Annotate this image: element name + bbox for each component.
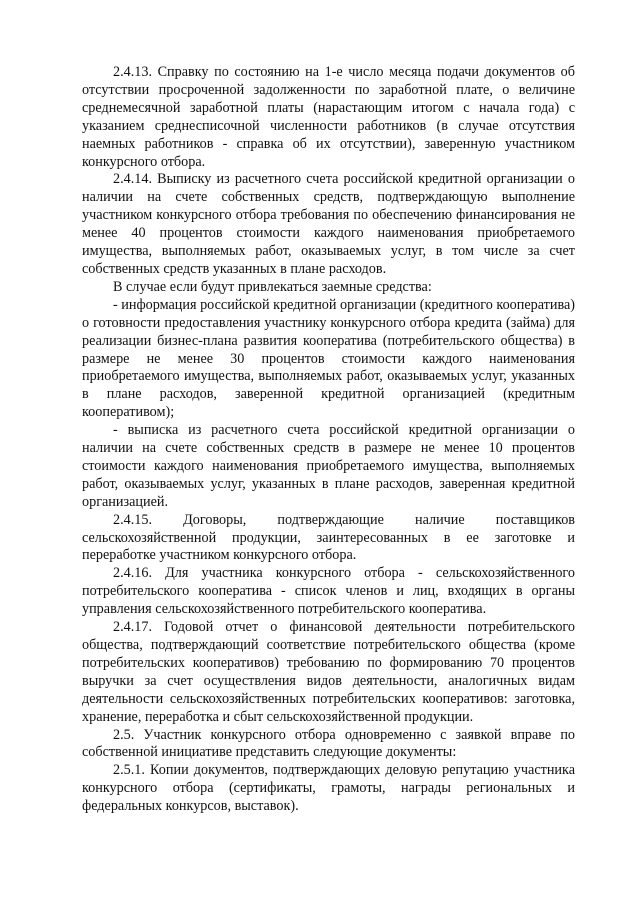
paragraph-borrowed-funds-intro: В случае если будут привлекаться заемные средства:	[113, 278, 432, 295]
paragraph-2-5: 2.5. Участник конкурсного отбора одновременно с заявкой вправе по собственной инициативе представить следующие документы:	[82, 726, 575, 761]
document-body	[82, 64, 575, 816]
paragraph-2-4-14: 2.4.14. Выписку из расчетного счета российской кредитной организации о наличии на счете собственных средств, подтверждающую выполнение участником конкурсного отбора требования по обеспечению финансирования не менее 40 процентов стоимости каждого наименования приобретаемого имущества, выполняемых работ, оказываемых услуг, в том числе за счет собственных средств указанных в плане расходов.	[82, 171, 575, 277]
paragraph-2-4-15: 2.4.15. Договоры, подтверждающие наличие поставщиков сельскохозяйственной продукции, заинтересованных в ее заготовке и переработке участником конкурсного отбора.	[82, 511, 575, 564]
paragraph-bank-statement: - выписка из расчетного счета российской кредитной организации о наличии на счете собственных средств в размере не менее 10 процентов стоимости каждого наименования приобретаемого имущества, выполняемых работ, оказываемых услуг, указанных в плане расходов, заверенная кредитной организацией.	[82, 422, 575, 510]
paragraph-2-4-17: 2.4.17. Годовой отчет о финансовой деятельности потребительского общества, подтверждающий соответствие потребительского общества (кроме потребительских кооперативов) требованию по формированию 70 процентов выручки за счет осуществления видов деятельности, аналогичных видам деятельности сельскохозяйственных потребительских кооперативов: заготовка, хранение, переработка и сбыт сельскохозяйственной продукции.	[82, 619, 575, 725]
paragraph-2-5-1: 2.5.1. Копии документов, подтверждающих деловую репутацию участника конкурсного отбора (сертификаты, грамоты, награды региональных и федеральных конкурсов, выставок).	[82, 762, 575, 815]
paragraph-2-4-13: 2.4.13. Справку по состоянию на 1-е число месяца подачи документов об отсутствии просроченной задолженности по заработной плате, о величине среднемесячной заработной платы (нарастающим итогом с начала года) с указанием среднесписочной численности работников (в случае отсутствия наемных работников - справка об их отсутствии), заверенную участником конкурсного отбора.	[82, 64, 575, 170]
paragraph-2-4-16: 2.4.16. Для участника конкурсного отбора - сельскохозяйственного потребительского кооператива - список членов и лиц, входящих в органы управления сельскохозяйственного потребительского кооператива.	[82, 565, 575, 618]
paragraph-credit-organization-info: - информация российской кредитной организации (кредитного кооператива) о готовности предоставления участнику конкурсного отбора кредита (займа) для реализации бизнес-плана развития кооператива (потребительского общества) в размере не менее 30 процентов стоимости каждого наименования приобретаемого имущества, выполняемых работ, оказываемых услуг, указанных в плане расходов, заверенной кредитной организацией (кредитным кооперативом);	[82, 296, 575, 421]
